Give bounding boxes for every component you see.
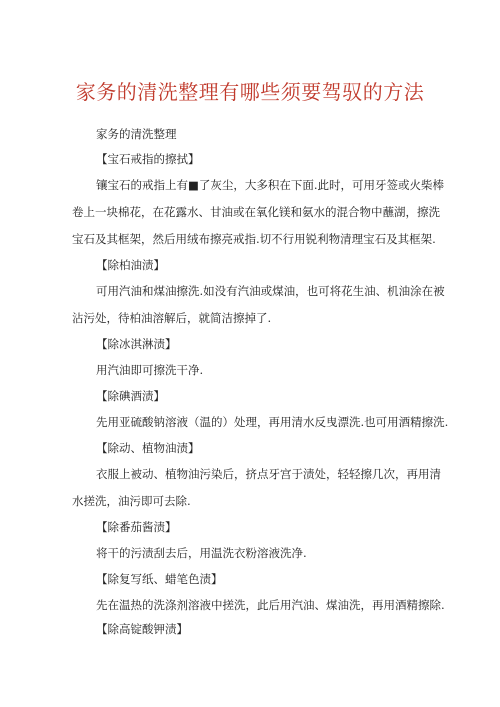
paragraph-line: 镶宝石的戒指上有■了灰尘，大多积在下面.此时，可用牙签或火柴棒 [96, 178, 445, 192]
paragraph-line: 可用汽油和煤油擦洗.如没有汽油或煤油，也可将花生油、机油涂在被 [96, 284, 445, 298]
paragraph-line: 卷上一块棉花，在花露水、甘油或在氧化镁和氨水的混合物中蘸湖，擦洗 [72, 205, 440, 219]
document-subtitle: 家务的清洗整理 [96, 127, 177, 141]
paragraph-line: 衣服上被动、植物油污染后，挤点牙宫于渍处，轻轻擦几次，再用清 [96, 467, 441, 481]
paragraph-line: 先在温热的洗涤剂溶液中搓洗，此后用汽油、煤油洗，再用酒精擦除. [96, 598, 445, 612]
paragraph-line: 沾污处，待柏油溶解后，就简洁擦掉了. [72, 311, 272, 325]
section-heading: 【宝石戒指的擦拭】 [96, 152, 200, 166]
section-heading: 【除动、植物油渍】 [96, 441, 200, 455]
paragraph-line: 宝石及其框架，然后用绒布擦亮戒指.切不行用锐利物清理宝石及其框架. [72, 232, 436, 246]
paragraph-line: 水搓洗，油污即可去除. [72, 494, 191, 508]
section-heading: 【除复写纸、蜡笔色渍】 [96, 572, 223, 586]
document-title: 家务的清洗整理有哪些须要驾驭的方法 [75, 80, 425, 104]
paragraph-line: 将干的污渍刮去后，用温洗衣粉溶液洗净. [96, 546, 307, 560]
section-heading: 【除冰淇淋渍】 [96, 337, 177, 351]
paragraph-line: 用汽油即可擦洗干净. [96, 363, 204, 377]
paragraph-line: 先用亚硫酸钠溶液（温的）处理，再用清水反曳漂洗.也可用酒精擦洗. [96, 415, 449, 429]
section-heading: 【除番茄酱渍】 [96, 520, 177, 534]
section-heading: 【除高锭酸钾渍】 [96, 622, 188, 636]
section-heading: 【除碘酒渍】 [96, 389, 165, 403]
section-heading: 【除柏油渍】 [96, 258, 165, 272]
